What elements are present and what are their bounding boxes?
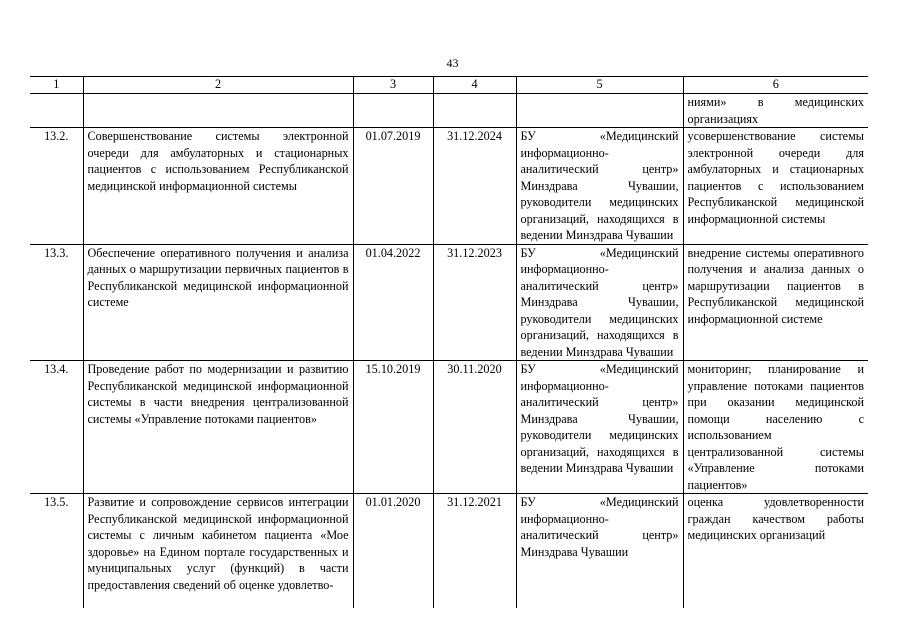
header-row bbox=[30, 77, 868, 94]
row-result: внедрение системы оперативного получения и анализа данных о маршрутизации пациентов в Республиканской медицинской информационной системе bbox=[683, 244, 868, 361]
row-responsible: БУ «Медицинский информационно-аналитический центр» Минздрава Чувашии, руководители медицинских организаций, находящихся в ведении Минздрава Чувашии bbox=[516, 361, 683, 494]
header-col-3: 3 bbox=[353, 77, 433, 94]
continuation-cell-4 bbox=[433, 94, 516, 128]
row-number: 13.4. bbox=[30, 361, 83, 494]
row-start-date: 01.07.2019 bbox=[353, 128, 433, 245]
table-row bbox=[30, 494, 868, 608]
page-number: 43 bbox=[446, 56, 459, 70]
row-number: 13.3. bbox=[30, 244, 83, 361]
continuation-result: ниями» в медицинских организациях bbox=[683, 94, 868, 128]
row-title: Совершенствование системы электронной очереди для амбулаторных и стационарных пациентов с использованием Республиканской медицинской информационной системы bbox=[83, 128, 353, 245]
continuation-cell-5 bbox=[516, 94, 683, 128]
row-responsible: БУ «Медицинский информационно-аналитический центр» Минздрава Чувашии, руководители медицинских организаций, находящихся в ведении Минздрава Чувашии bbox=[516, 128, 683, 245]
row-responsible: БУ «Медицинский информационно-аналитический центр» Минздрава Чувашии bbox=[516, 494, 683, 608]
continuation-row bbox=[30, 94, 868, 128]
row-title: Проведение работ по модернизации и развитию Республиканской медицинской информационной системы в части внедрения централизованной системы «Управление потоками пациентов» bbox=[83, 361, 353, 494]
continuation-cell-3 bbox=[353, 94, 433, 128]
header-col-2: 2 bbox=[83, 77, 353, 94]
header-col-4: 4 bbox=[433, 77, 516, 94]
row-result: усовершенствование системы электронной очереди для амбулаторных и стационарных пациентов с использованием Республиканской медицинской информационной системы bbox=[683, 128, 868, 245]
row-number: 13.2. bbox=[30, 128, 83, 245]
row-end-date: 31.12.2021 bbox=[433, 494, 516, 608]
continuation-cell-1 bbox=[30, 94, 83, 128]
table-row bbox=[30, 128, 868, 245]
row-end-date: 30.11.2020 bbox=[433, 361, 516, 494]
plan-table bbox=[30, 76, 868, 608]
row-result: оценка удовлетворенности граждан качеством работы медицинских организаций bbox=[683, 494, 868, 608]
row-responsible: БУ «Медицинский информационно-аналитический центр» Минздрава Чувашии, руководители медицинских организаций, находящихся в ведении Минздрава Чувашии bbox=[516, 244, 683, 361]
row-start-date: 01.04.2022 bbox=[353, 244, 433, 361]
table-row bbox=[30, 244, 868, 361]
continuation-cell-2 bbox=[83, 94, 353, 128]
row-start-date: 15.10.2019 bbox=[353, 361, 433, 494]
row-result: мониторинг, планирование и управление потоками пациентов при оказании медицинской помощи населению с использованием централизованной системы «Управление потоками пациентов» bbox=[683, 361, 868, 494]
header-col-6: 6 bbox=[683, 77, 868, 94]
row-title: Обеспечение оперативного получения и анализа данных о маршрутизации первичных пациентов в Республиканской медицинской информационной системе bbox=[83, 244, 353, 361]
row-number: 13.5. bbox=[30, 494, 83, 608]
row-title: Развитие и сопровождение сервисов интеграции Республиканской медицинской информационной системы с личным кабинетом пациента «Мое здоровье» на Едином портале государственных и муниципальных услуг (функций) в части предоставления сведений об оценке удовлетво- bbox=[83, 494, 353, 608]
header-col-5: 5 bbox=[516, 77, 683, 94]
table-row bbox=[30, 361, 868, 494]
row-end-date: 31.12.2023 bbox=[433, 244, 516, 361]
row-end-date: 31.12.2024 bbox=[433, 128, 516, 245]
header-col-1: 1 bbox=[30, 77, 83, 94]
row-start-date: 01.01.2020 bbox=[353, 494, 433, 608]
